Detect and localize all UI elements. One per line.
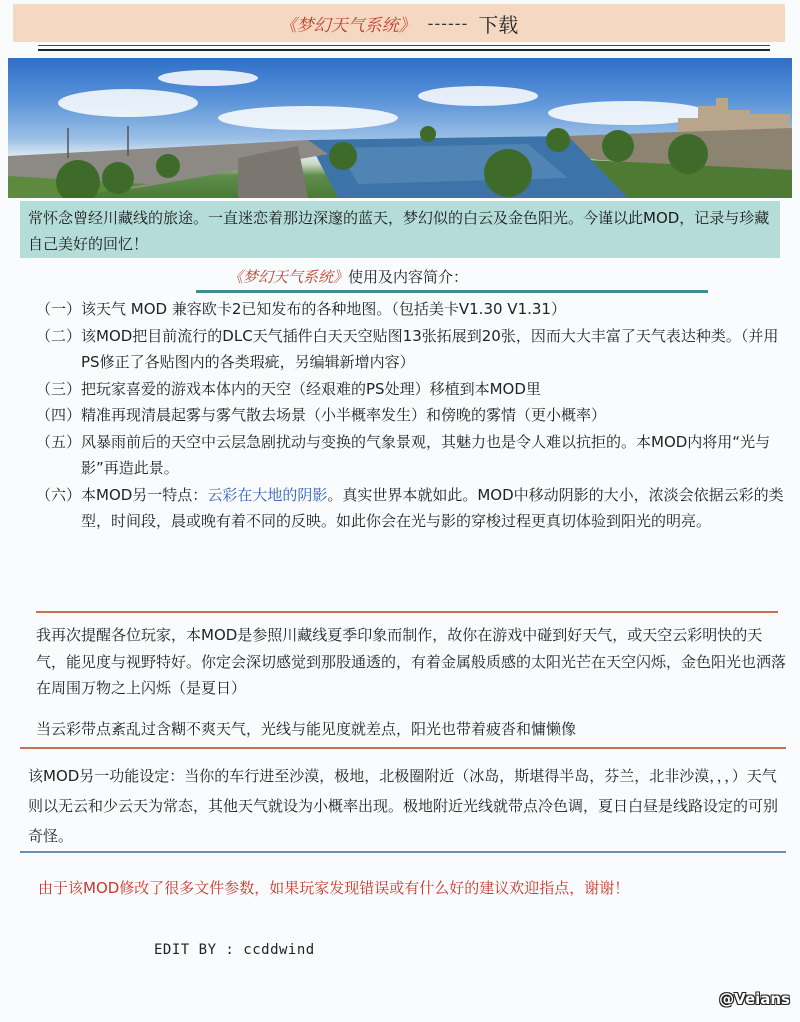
section-title-underline [196,290,708,293]
section-title-rest: 使用及内容简介： [348,268,469,286]
divider-brown [36,611,778,613]
list-item-text [81,482,791,535]
paragraph-reminder: 我再次提醒各位玩家，本MOD是参照川藏线夏季印象而制作，故你在游戏中碰到好天气，或天空云彩明快的天气，能见度与视野特好。你定会深切感觉到那股通透的，有着金属般质感的太阳光芒在天空闪烁，金色阳光也洒落在周围万物之上闪烁（是夏日） [36,626,787,697]
list-item [36,323,796,376]
header-divider-thin [38,45,770,46]
header-divider-thick [38,49,770,51]
list-item-number: （五） [36,432,82,451]
divider-brown [20,747,786,749]
list-item [36,376,796,403]
list-item-number: （一） [36,300,82,318]
list-item-text: 把玩家喜爱的游戏本体内的天空（经艰难的PS处理）移植到本MOD里 [81,379,541,398]
edit-by-credit: EDIT BY : ccddwind [154,942,315,958]
list-item-number: （二） [36,326,82,345]
list-item-text: 该天气 MOD 兼容欧卡2已知发布的各种地图。（包括美卡V1.30 V1.31） [81,300,566,318]
section-title-book: 《梦幻天气系统》 [228,268,349,286]
feedback-note: 由于该MOD修改了很多文件参数，如果玩家发现错误或有什么好的建议欢迎指点，谢谢！ [38,879,630,897]
list-item-number: （三） [36,379,82,398]
landscape-illustration [8,58,792,198]
list-item [36,296,796,323]
list-item [36,482,796,535]
highlight-cloud-shadow: 云彩在大地的阴影 [207,485,328,504]
watermark: @Veians [719,990,790,1008]
banner-image [8,58,792,198]
list-item [36,429,796,482]
intro-box: 常怀念曾经川藏线的旅途。一直迷恋着那边深邃的蓝天，梦幻似的白云及金色阳光。今谨以此MOD，记录与珍藏自己美好的回忆！ [20,201,780,258]
header-bar [13,4,785,42]
section-title [228,266,468,287]
feature-list [36,296,796,535]
paragraph-weather-note: 当云彩带点紊乱过含糊不爽天气，光线与能见度就差点，阳光也带着疲沓和慵懒像 [36,720,577,738]
list-item-text-end: 。真实世界本就如此。MOD中移动阴影的大小，浓淡会依据云彩的类型，时间段，晨或晚有着不同的反映。如此你会在光与影的穿梭过程更真切体验到阳光的明亮。 [81,485,784,530]
list-item [36,402,796,429]
list-item-number: （四） [36,406,82,424]
list-item-text-start: 本MOD另一特点： [81,485,208,504]
list-item-text: 精准再现清晨起雾与雾气散去场景（小半概率发生）和傍晚的雾情（更小概率） [81,406,607,424]
header-title: 《梦幻天气系统》 [279,15,416,36]
paragraph-desert-polar: 该MOD另一功能设定：当你的车行进至沙漠，极地，北极圈附近（冰岛，斯堪得半岛，芬兰，北非沙漠，，，）天气则以无云和少云天为常态，其他天气就设为小概率出现。极地附近光线就带点冷色调，夏日白昼是线路设定的可别奇怪。 [28,767,779,845]
list-item-text: 该MOD把目前流行的DLC天气插件白天天空贴图13张拓展到20张，因而大大丰富了天气表达种类。（并用PS修正了各贴图内的各类瑕疵，另编辑新增内容） [81,326,779,371]
list-item-text: 风暴雨前后的天空中云层急剧扰动与变换的气象景观，其魅力也是令人难以抗拒的。本MOD内将用“光与影”再造此景。 [81,432,771,477]
download-link[interactable]: 下载 [478,12,519,37]
divider-blue [20,851,786,853]
header-dashes: ------ [427,13,469,33]
list-item-number: （六） [36,485,82,504]
